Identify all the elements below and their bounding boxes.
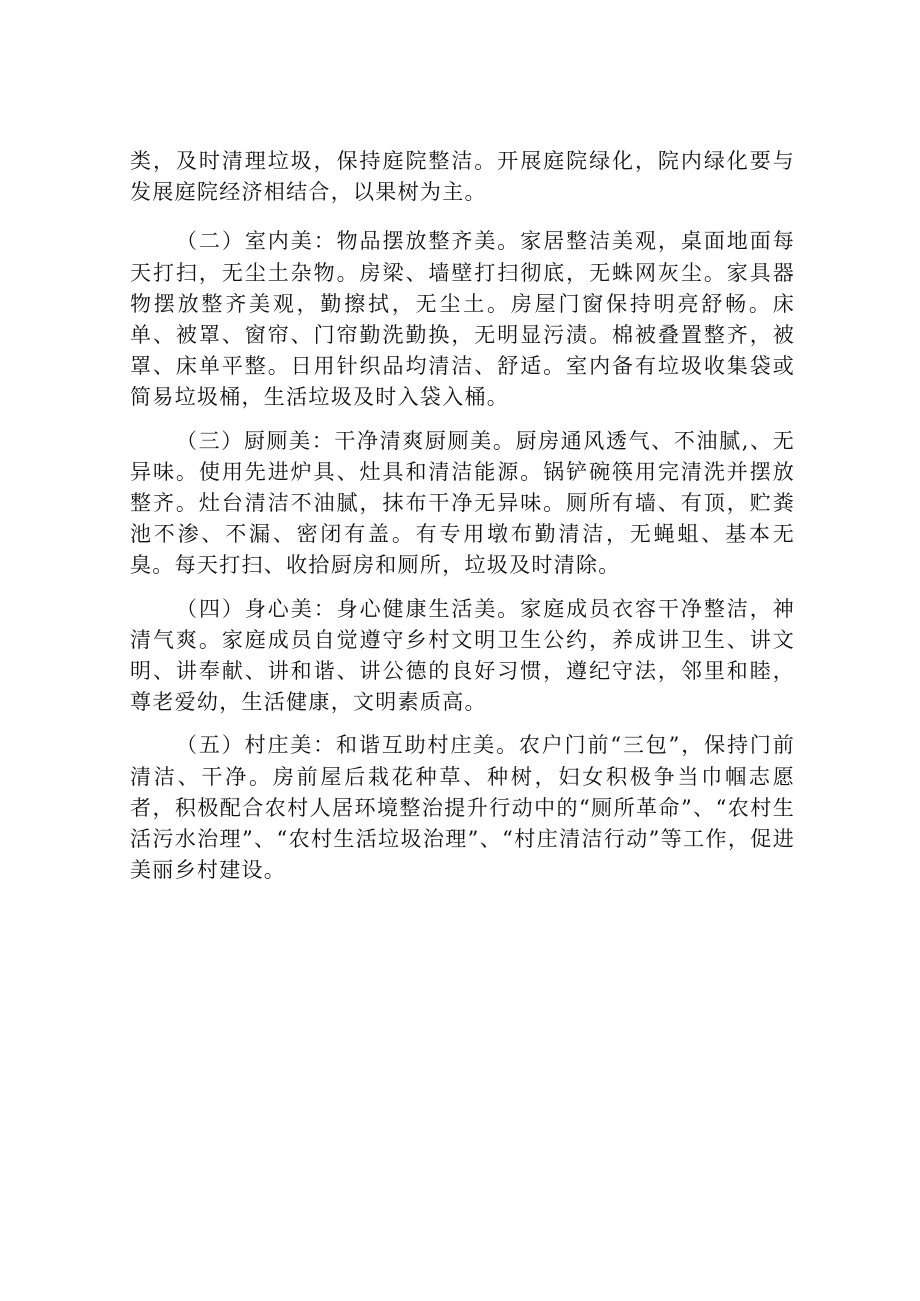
paragraph-courtyard-continued: 类，及时清理垃圾，保持庭院整洁。开展庭院绿化，院内绿化要与发展庭院经济相结合，以果树为主。 xyxy=(130,149,795,205)
paragraph-kitchen-toilet-beauty: （三）厨厕美：干净清爽厨厕美。厨房通风透气、不油腻,、无异味。使用先进炉具、灶具和清洁能源。锅铲碗筷用完清洗并摆放整齐。灶台清洁不油腻，抹布干净无异味。厕所有墙、有顶，贮粪池不渗、不漏、密闭有盖。有专用墩布勤清洁，无蝇蛆、基本无臭。每天打扫、收拾厨房和厕所，垃圾及时清除。 xyxy=(130,428,795,578)
paragraph-indoor-beauty: （二）室内美：物品摆放整齐美。家居整洁美观，桌面地面每天打扫，无尘土杂物。房梁、墙壁打扫彻底，无蛛网灰尘。家具器物摆放整齐美观，勤擦拭，无尘土。房屋门窗保持明亮舒畅。床单、被罩、窗帘、门帘勤洗勤换，无明显污渍。棉被叠置整齐，被罩、床单平整。日用针织品均清洁、舒适。室内备有垃圾收集袋或简易垃圾桶，生活垃圾及时入袋入桶。 xyxy=(130,229,795,410)
paragraph-body-mind-beauty: （四）身心美：身心健康生活美。家庭成员衣容干净整洁，神清气爽。家庭成员自觉遵守乡村文明卫生公约，养成讲卫生、讲文明、讲奉献、讲和谐、讲公德的良好习惯，遵纪守法，邻里和睦，尊老爱幼，生活健康，文明素质高。 xyxy=(130,596,795,715)
document-body xyxy=(130,146,795,898)
paragraph-village-beauty: （五）村庄美：和谐互助村庄美。农户门前“三包”，保持门前清洁、干净。房前屋后栽花种草、种树，妇女积极争当巾帼志愿者，积极配合农村人居环境整治提升行动中的“厕所革命”、“农村生活污水治理”、“农村生活垃圾治理”、“村庄清洁行动”等工作，促进美丽乡村建设。 xyxy=(130,733,795,883)
